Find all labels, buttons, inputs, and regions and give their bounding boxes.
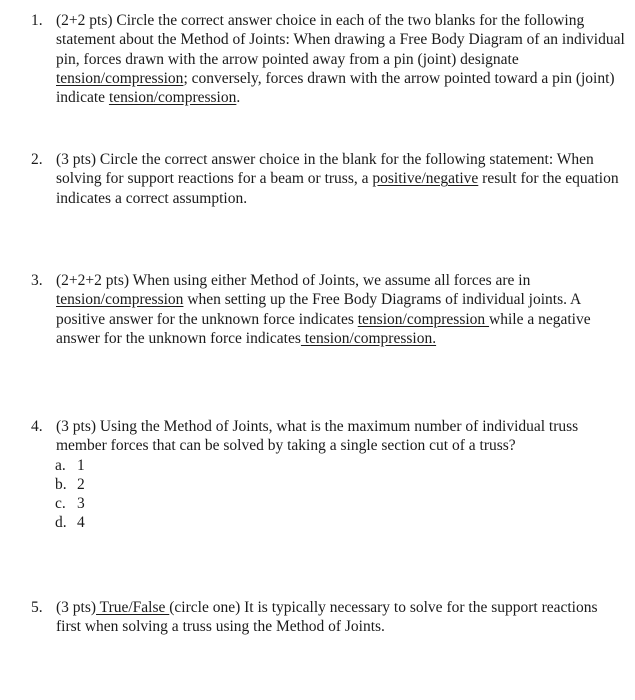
option-text: 3 [77, 495, 85, 513]
question-text [56, 598, 626, 637]
question-number: 2. [31, 151, 43, 168]
answer-blank: tension/compression [357, 310, 490, 328]
text-segment: result for the equation indicates a correct assumption. [56, 170, 619, 207]
text-segment: (3 pts) [56, 599, 97, 616]
option-text: 2 [77, 475, 85, 493]
text-segment: (2+2 pts) Circle the correct answer choice in each of the two blanks for the following statement about the Method of Joints: When drawing a Free Body Diagram of an individual pin, forces drawn with the arrow pointed away from a pin (joint) designate [56, 12, 625, 68]
text-segment: ; conversely, forces drawn with the arrow pointed toward a pin (joint) indicate [56, 69, 615, 107]
text-segment: when setting up the Free Body Diagrams of individual joints. A positive answer for the unknown force indicates [56, 291, 581, 328]
text-segment: (2+2+2 pts) When using either Method of Joints, we assume all forces are in [56, 272, 531, 289]
question-text [56, 11, 626, 107]
text-segment: (circle one) It is typically necessary to solve for the support reactions first when solving a truss using the Method of Joints. [56, 599, 598, 636]
question-text [56, 417, 626, 456]
question-text [56, 150, 626, 208]
option-letter: c. [55, 495, 66, 513]
answer-blank: tension/compression [108, 89, 237, 107]
text-segment: . [236, 89, 241, 107]
option-b [55, 475, 626, 494]
option-letter: d. [55, 514, 67, 532]
question-number: 1. [31, 12, 43, 29]
question-1 [31, 11, 626, 107]
answer-options [55, 456, 626, 533]
question-number: 4. [31, 418, 43, 435]
text-segment: (3 pts) Using the Method of Joints, what is the maximum number of individual truss member forces that can be solved by taking a single section cut of a truss? [56, 418, 579, 455]
question-number: 5. [31, 599, 43, 616]
answer-blank: positive/negative [372, 170, 479, 188]
option-text: 4 [77, 514, 85, 532]
answer-blank: tension/compression [56, 291, 184, 309]
option-text: 1 [77, 456, 85, 474]
answer-blank: tension/compression. [300, 329, 437, 347]
question-text [56, 271, 626, 348]
question-2 [31, 150, 626, 208]
question-4 [31, 417, 626, 533]
question-5 [31, 598, 626, 637]
option-d [55, 513, 626, 532]
answer-blank: tension/compression [56, 69, 184, 87]
text-segment: (3 pts) Circle the correct answer choice in the blank for the following statement: When solving for support reactions for a beam or truss, a [56, 151, 594, 188]
option-letter: a. [55, 456, 66, 474]
answer-blank: True/False [96, 599, 170, 616]
option-letter: b. [55, 475, 67, 493]
option-a [55, 456, 626, 475]
option-c [55, 494, 626, 513]
text-segment: while a negative answer for the unknown force indicates [56, 310, 591, 347]
question-number: 3. [31, 272, 43, 289]
question-3 [31, 271, 626, 348]
